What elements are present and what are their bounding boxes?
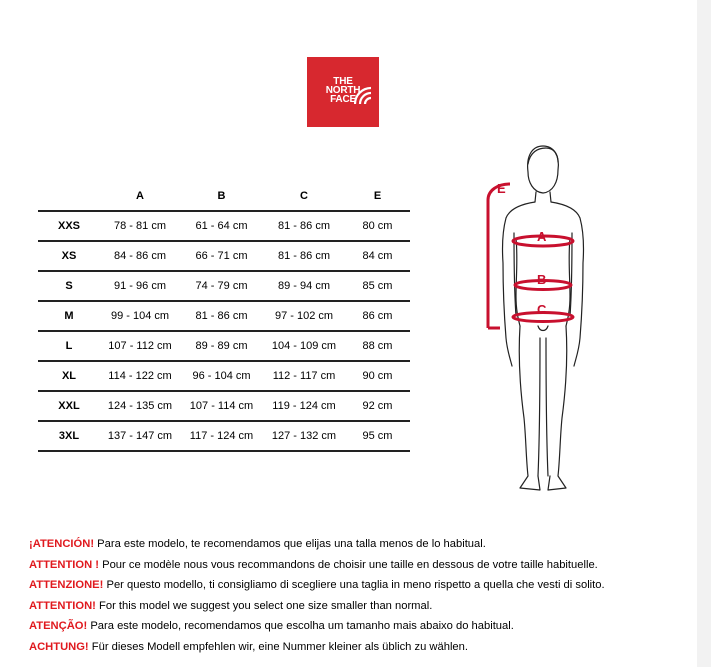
value-b-cell: 74 - 79 cm [180, 271, 263, 301]
table-row [38, 271, 410, 301]
value-b-cell: 117 - 124 cm [180, 421, 263, 451]
table-header-row [38, 182, 410, 211]
table-row [38, 331, 410, 361]
value-c-cell: 89 - 94 cm [263, 271, 345, 301]
header-size [38, 182, 100, 211]
table-row [38, 241, 410, 271]
value-b-cell: 81 - 86 cm [180, 301, 263, 331]
label-a: A [537, 229, 547, 244]
note-label: ATTENTION! [29, 599, 96, 612]
note-italian [29, 575, 605, 596]
note-text: Für dieses Modell empfehlen wir, eine Nummer kleiner als üblich zu wählen. [88, 640, 468, 653]
value-e-cell: 90 cm [345, 361, 410, 391]
body-measurement-figure [470, 138, 620, 508]
table-row [38, 361, 410, 391]
table-row [38, 421, 410, 451]
note-text: Para este modelo, te recomendamos que elijas una talla menos de lo habitual. [94, 538, 486, 550]
label-c: C [537, 302, 547, 317]
fit-advice-notes [29, 534, 605, 658]
value-e-cell: 85 cm [345, 271, 410, 301]
value-a-cell: 124 - 135 cm [100, 391, 180, 421]
logo-line-2: NORTH [325, 85, 361, 96]
value-b-cell: 89 - 89 cm [180, 331, 263, 361]
note-label: ¡ATENCIÓN! [29, 538, 95, 550]
value-c-cell: 112 - 117 cm [263, 361, 345, 391]
value-a-cell: 91 - 96 cm [100, 271, 180, 301]
logo-line-1: THE [333, 76, 353, 87]
note-text: Per questo modello, ti consigliamo di scegliere una taglia in meno rispetto a quella che vesti di solito. [103, 579, 605, 592]
size-chart-table [38, 182, 410, 452]
value-e-cell: 84 cm [345, 241, 410, 271]
note-text: Pour ce modèle nous vous recommandons de choisir une taille en dessous de votre taille habituelle. [99, 558, 598, 571]
header-a: A [136, 190, 144, 202]
table-row [38, 301, 410, 331]
header-c: C [300, 190, 308, 202]
logo-line-3: FACE [330, 94, 356, 105]
note-german [29, 637, 605, 658]
size-cell: L [38, 331, 100, 361]
measure-e-line [488, 184, 510, 328]
size-cell: M [38, 301, 100, 331]
value-a-cell: 137 - 147 cm [100, 421, 180, 451]
size-cell: XS [38, 241, 100, 271]
label-b: B [537, 272, 547, 287]
header-b: B [217, 190, 226, 202]
value-e-cell: 88 cm [345, 331, 410, 361]
note-english [29, 596, 605, 617]
note-label: ATTENZIONE! [29, 579, 104, 592]
value-a-cell: 114 - 122 cm [100, 361, 180, 391]
value-e-cell: 95 cm [345, 421, 410, 451]
value-b-cell: 66 - 71 cm [180, 241, 263, 271]
value-a-cell: 78 - 81 cm [100, 211, 180, 241]
table-row [38, 211, 410, 241]
note-label: ATENÇÃO! [29, 620, 88, 633]
size-cell: XL [38, 361, 100, 391]
table-row [38, 391, 410, 421]
note-french [29, 555, 605, 576]
note-portuguese [29, 616, 605, 637]
note-text: Para este modelo, recomendamos que escolha um tamanho mais abaixo do habitual. [87, 620, 514, 633]
label-e: E [497, 181, 506, 196]
value-c-cell: 127 - 132 cm [263, 421, 345, 451]
value-c-cell: 119 - 124 cm [263, 391, 345, 421]
logo-dome-icon [354, 79, 372, 105]
note-label: ACHTUNG! [29, 640, 89, 653]
measurement-lines [488, 184, 573, 328]
size-cell: XXS [38, 211, 100, 241]
value-e-cell: 86 cm [345, 301, 410, 331]
value-a-cell: 99 - 104 cm [100, 301, 180, 331]
size-cell: 3XL [38, 421, 100, 451]
note-spanish [29, 534, 605, 555]
value-e-cell: 92 cm [345, 391, 410, 421]
value-c-cell: 81 - 86 cm [263, 211, 345, 241]
value-b-cell: 107 - 114 cm [180, 391, 263, 421]
value-a-cell: 107 - 112 cm [100, 331, 180, 361]
value-c-cell: 81 - 86 cm [263, 241, 345, 271]
note-label: ATTENTION ! [29, 558, 100, 571]
page-edge-strip [697, 0, 711, 667]
value-b-cell: 61 - 64 cm [180, 211, 263, 241]
value-c-cell: 97 - 102 cm [263, 301, 345, 331]
value-a-cell: 84 - 86 cm [100, 241, 180, 271]
size-cell: S [38, 271, 100, 301]
header-e: E [373, 190, 382, 202]
value-b-cell: 96 - 104 cm [180, 361, 263, 391]
value-e-cell: 80 cm [345, 211, 410, 241]
size-cell: XXL [38, 391, 100, 421]
note-text: For this model we suggest you select one size smaller than normal. [95, 599, 433, 612]
the-north-face-logo [307, 57, 379, 127]
value-c-cell: 104 - 109 cm [263, 331, 345, 361]
